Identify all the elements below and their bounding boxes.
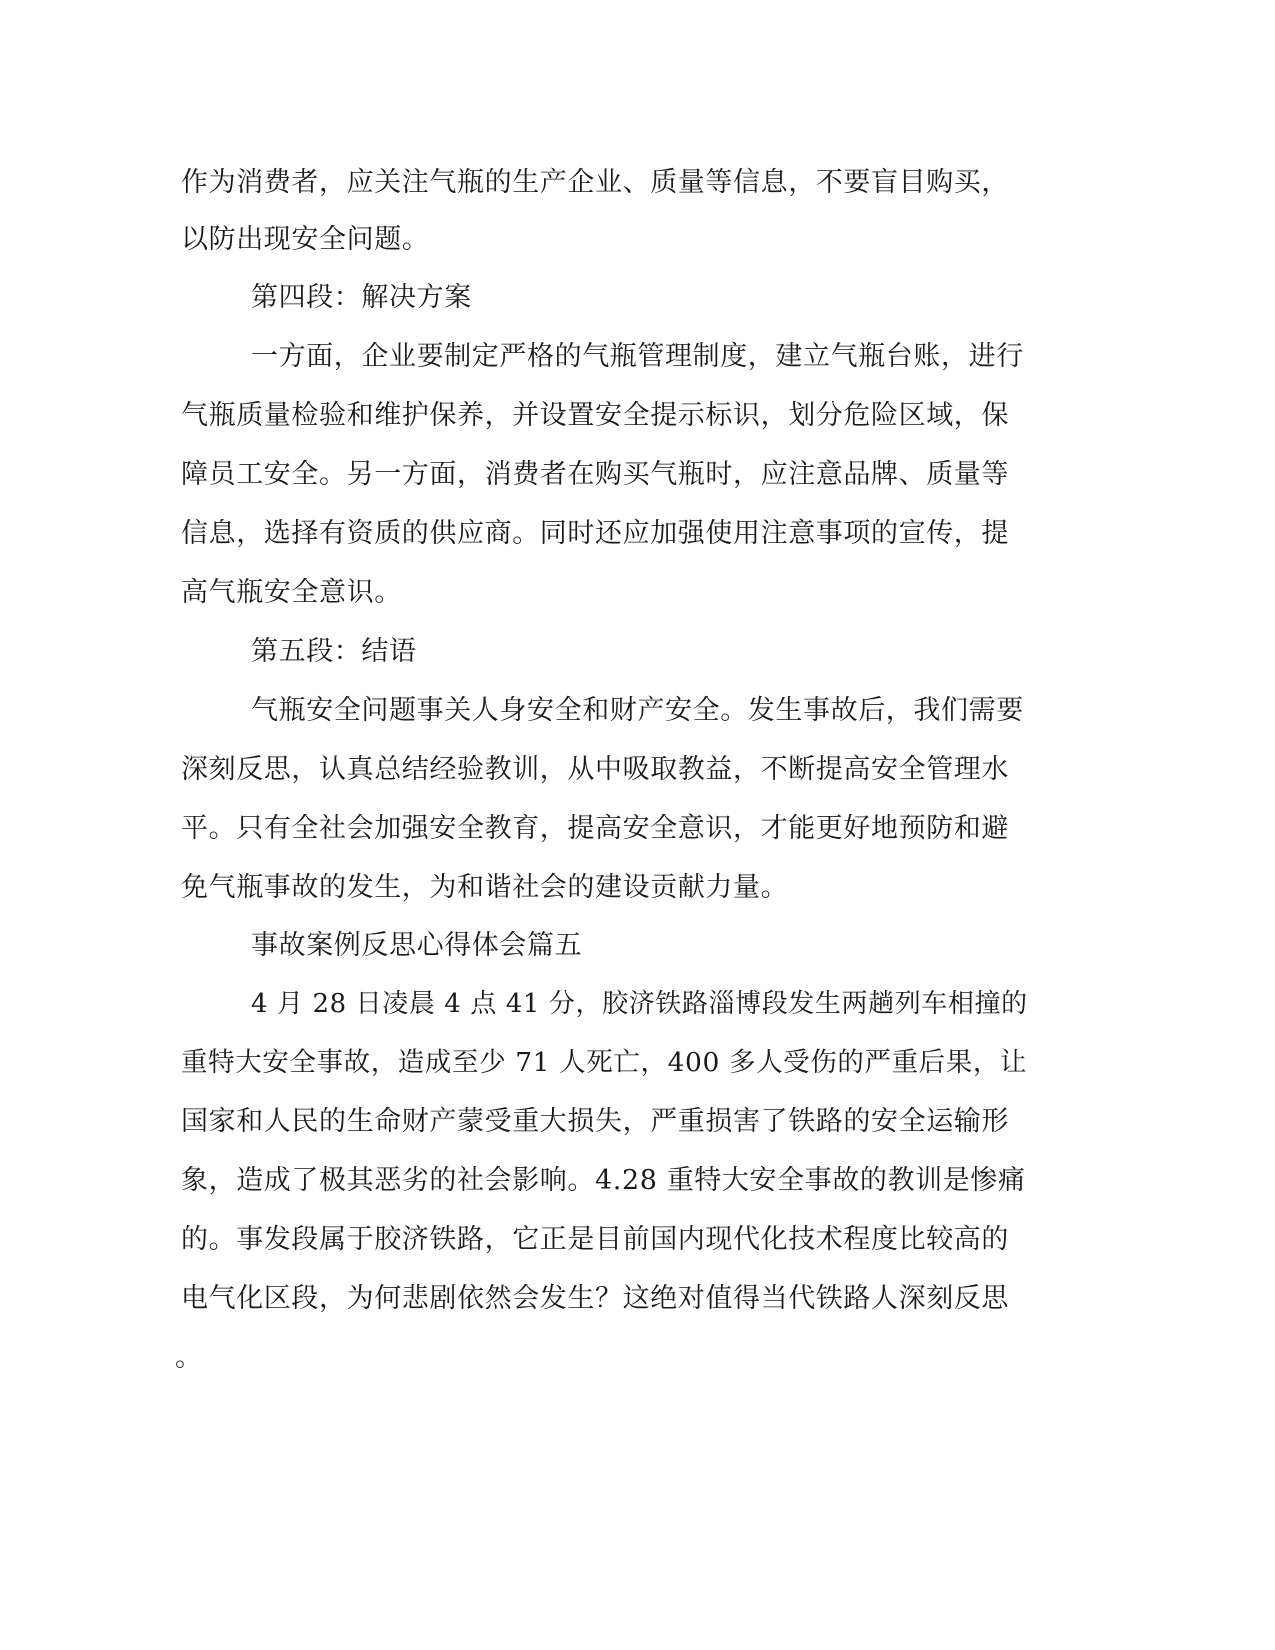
text-line: 一方面，企业要制定严格的气瓶管理制度，建立气瓶台账，进行: [251, 341, 1024, 372]
text-line: 。: [175, 1342, 203, 1373]
text-line: 障员工安全。另一方面，消费者在购买气瓶时，应注意品牌、质量等: [181, 459, 1009, 490]
text-line: 4 月 28 日凌晨 4 点 41 分，胶济铁路淄博段发生两趟列车相撞的: [251, 989, 1028, 1019]
text-line: 气瓶安全问题事关人身安全和财产安全。发生事故后，我们需要: [251, 695, 1024, 726]
section-heading: 第五段：结语: [251, 636, 417, 667]
text-line: 电气化区段，为何悲剧依然会发生？这绝对值得当代铁路人深刻反思: [181, 1283, 1009, 1314]
text-line: 以防出现安全问题。: [181, 224, 430, 255]
text-line: 平。只有全社会加强安全教育，提高安全意识，才能更好地预防和避: [181, 813, 1009, 844]
text-line: 信息，选择有资质的供应商。同时还应加强使用注意事项的宣传，提: [181, 518, 1009, 549]
text-line: 深刻反思，认真总结经验教训，从中吸取教益，不断提高安全管理水: [181, 754, 1009, 785]
text-line: 气瓶质量检验和维护保养，并设置安全提示标识，划分危险区域，保: [181, 400, 1009, 431]
text-line: 高气瓶安全意识。: [181, 577, 402, 608]
text-line: 作为消费者，应关注气瓶的生产企业、质量等信息，不要盲目购买，: [181, 167, 1009, 198]
text-line: 象，造成了极其恶劣的社会影响。4.28 重特大安全事故的教训是惨痛: [181, 1165, 1026, 1196]
text-line: 的。事发段属于胶济铁路，它正是目前国内现代化技术程度比较高的: [181, 1224, 1009, 1255]
section-heading: 第四段：解决方案: [251, 282, 472, 313]
article-title: 事故案例反思心得体会篇五: [251, 930, 583, 961]
text-line: 重特大安全事故，造成至少 71 人死亡，400 多人受伤的严重后果，让: [181, 1047, 1028, 1078]
text-line: 免气瓶事故的发生，为和谐社会的建设贡献力量。: [181, 872, 789, 903]
text-line: 国家和人民的生命财产蒙受重大损失，严重损害了铁路的安全运输形: [181, 1106, 1009, 1137]
